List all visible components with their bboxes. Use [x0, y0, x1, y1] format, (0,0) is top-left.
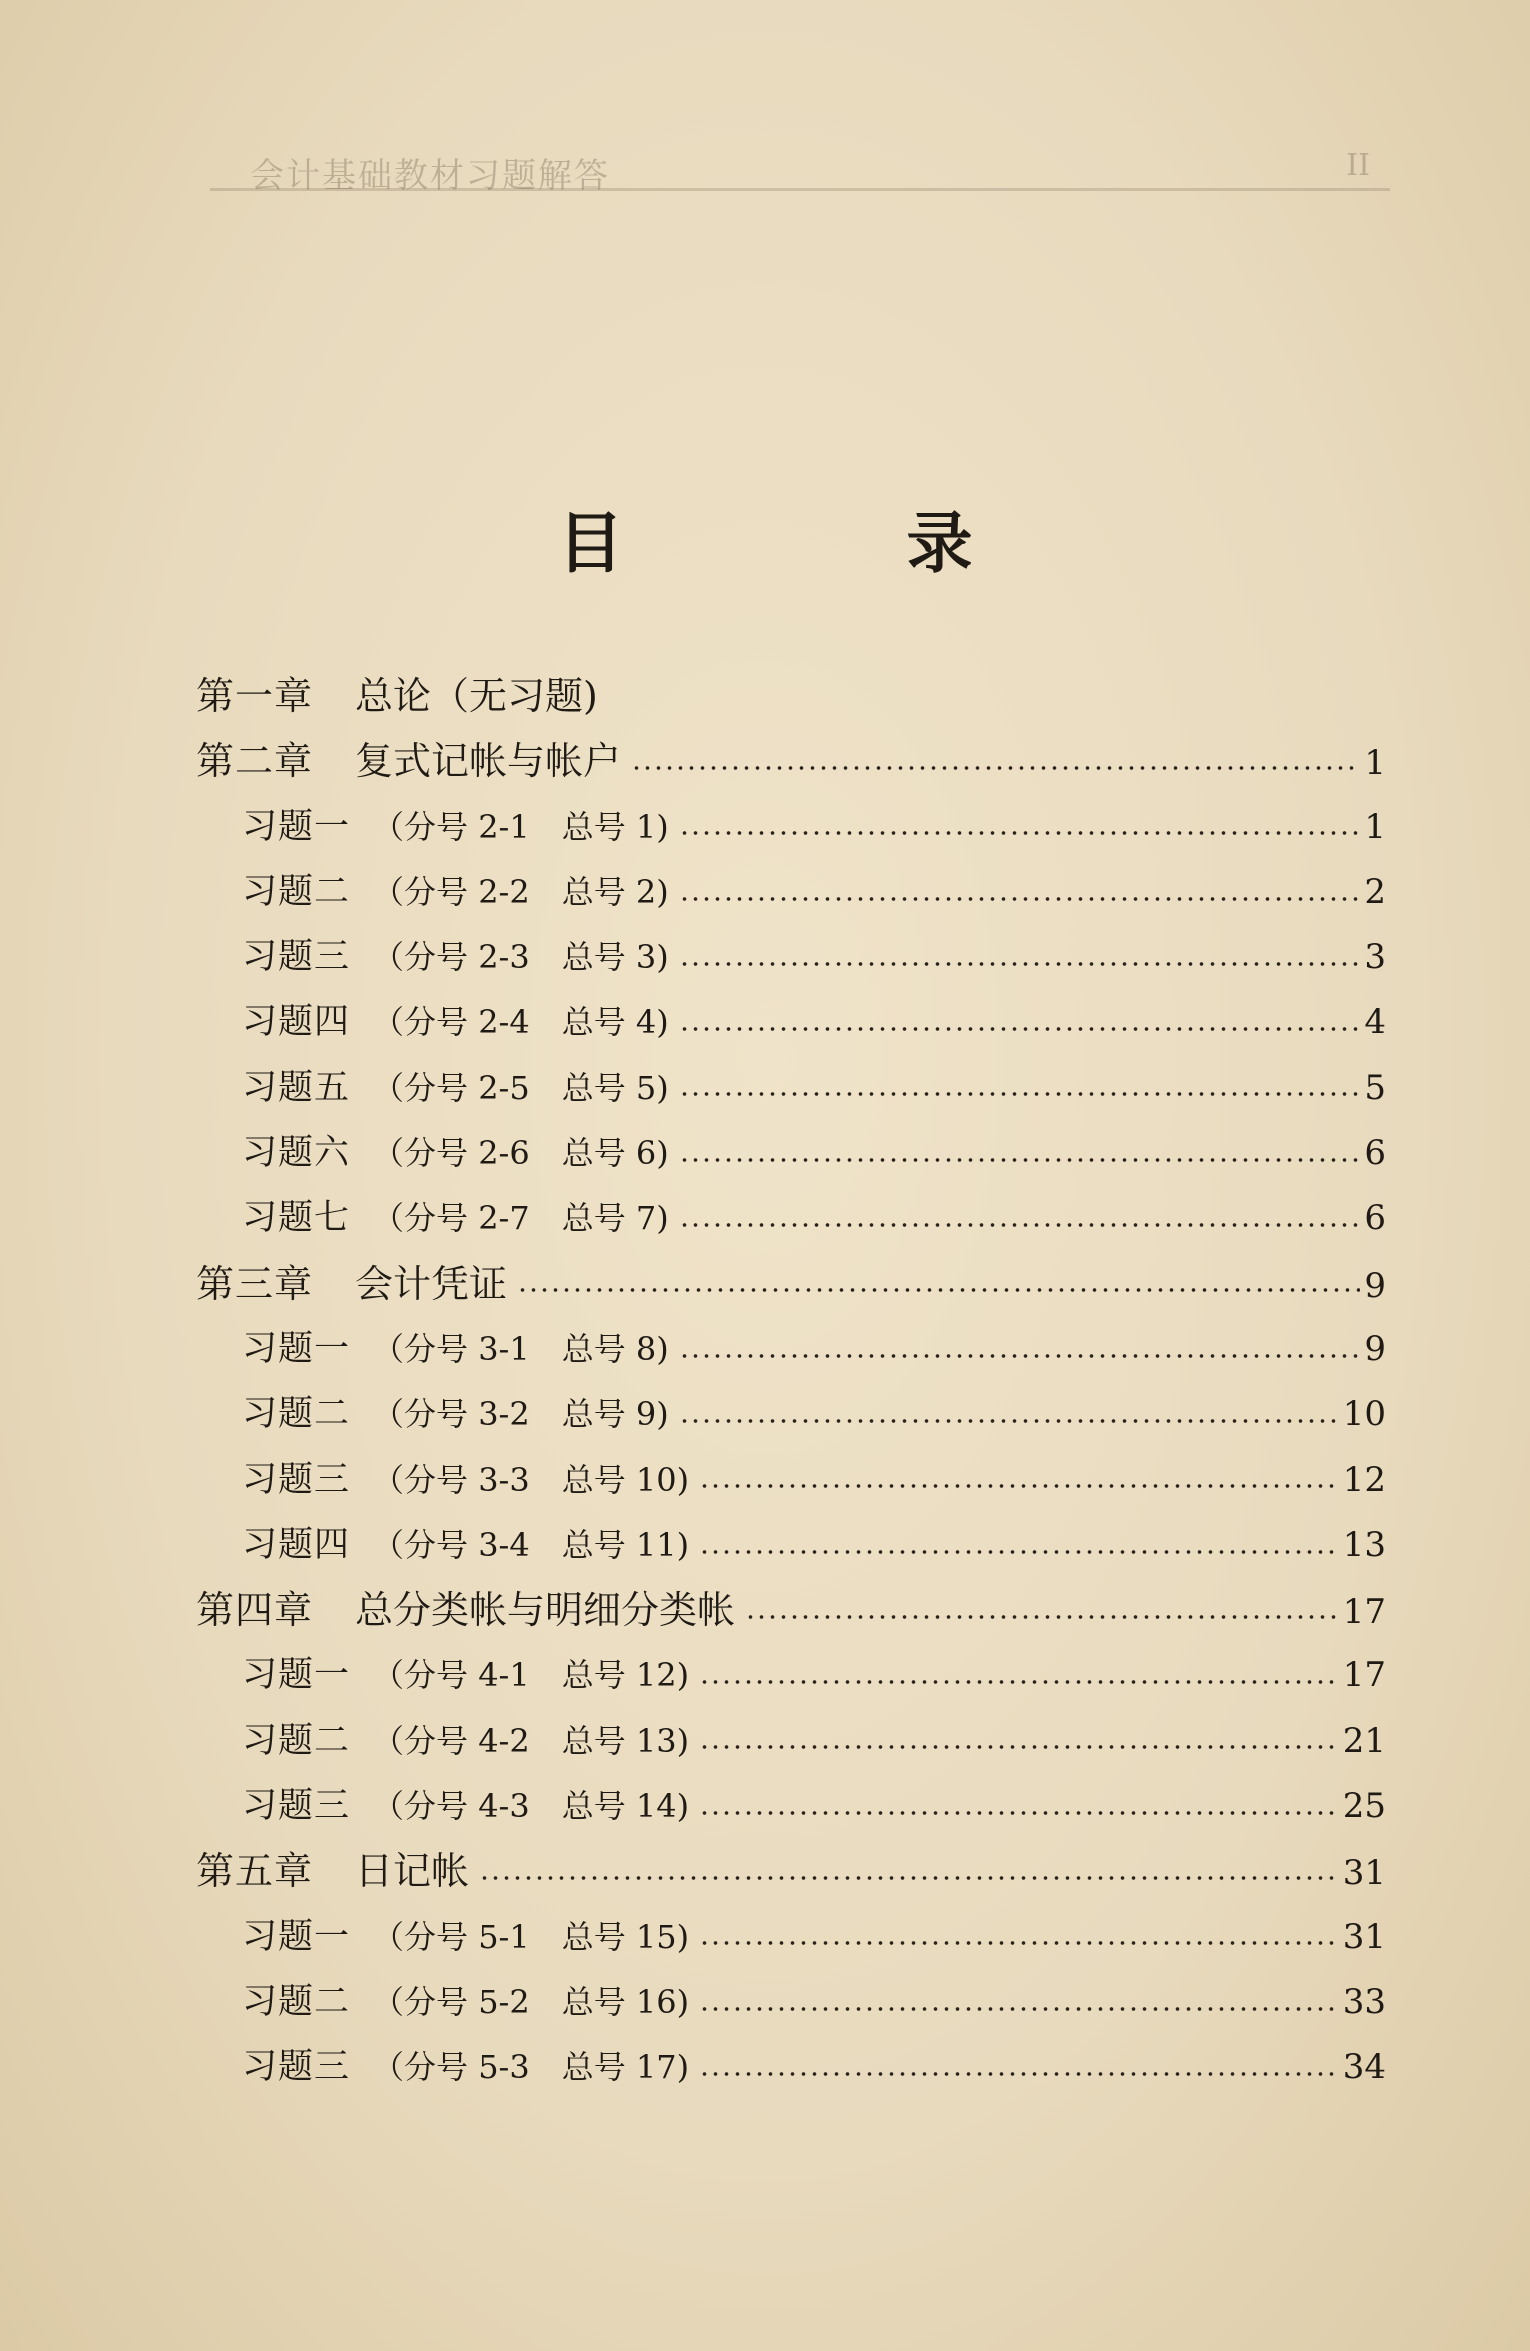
toc-exercise-row — [196, 2035, 1386, 2100]
dot-leader — [679, 1024, 1361, 1034]
exercise-label: 习题三 — [242, 1786, 351, 1827]
dot-leader — [699, 1938, 1339, 1948]
dot-leader — [517, 1285, 1360, 1295]
page-number: 2 — [1364, 871, 1386, 912]
chapter-title: 总分类帐与明细分类帐 — [355, 1588, 736, 1633]
header-page-number: II — [1346, 148, 1370, 183]
toc-exercise-row — [196, 1317, 1386, 1382]
exercise-number-note: （分号 4-3 总号 14) — [372, 1787, 690, 1826]
chapter-number: 第三章 — [196, 1261, 314, 1306]
page-number: 9 — [1364, 1328, 1386, 1369]
dot-leader — [679, 1351, 1361, 1361]
toc-exercise-row — [196, 1905, 1386, 1970]
exercise-label: 习题四 — [242, 1002, 351, 1043]
toc-chapter-row — [196, 729, 1386, 794]
exercise-label: 习题一 — [242, 1655, 351, 1696]
page-number: 1 — [1364, 743, 1386, 784]
toc-exercise-row — [196, 1121, 1386, 1186]
dot-leader — [699, 1808, 1339, 1818]
dot-leader — [699, 2004, 1339, 2014]
exercise-number-note: （分号 2-1 总号 1) — [372, 807, 669, 846]
page-number: 34 — [1342, 2047, 1386, 2088]
exercise-number-note: （分号 5-3 总号 17) — [372, 2048, 690, 2087]
exercise-number-note: （分号 2-3 总号 3) — [372, 938, 669, 977]
exercise-number-note: （分号 5-1 总号 15) — [372, 1917, 690, 1956]
dot-leader — [745, 1612, 1339, 1622]
exercise-number-note: （分号 3-2 总号 9) — [372, 1395, 669, 1434]
page-number: 1 — [1364, 806, 1386, 847]
dot-leader — [679, 828, 1361, 838]
page-number: 31 — [1342, 1853, 1386, 1894]
dot-leader — [699, 1677, 1339, 1687]
exercise-label: 习题三 — [242, 1459, 351, 1500]
exercise-label: 习题二 — [242, 1981, 351, 2022]
chapter-number: 第二章 — [196, 739, 314, 784]
toc-exercise-row — [196, 860, 1386, 925]
toc-exercise-row — [196, 1643, 1386, 1708]
exercise-number-note: （分号 3-3 总号 10) — [372, 1460, 690, 1499]
dot-leader — [699, 1481, 1339, 1491]
page-number: 25 — [1342, 1786, 1386, 1827]
exercise-number-note: （分号 2-2 总号 2) — [372, 872, 669, 911]
chapter-number: 第五章 — [196, 1849, 314, 1894]
running-title: 会计基础教材习题解答 — [250, 156, 610, 196]
page-number: 6 — [1364, 1133, 1386, 1174]
page-number: 33 — [1342, 1981, 1386, 2022]
dot-leader — [699, 2069, 1339, 2079]
exercise-label: 习题二 — [242, 1394, 351, 1435]
toc-exercise-row — [196, 1709, 1386, 1774]
chapter-title: 总论（无习题) — [355, 674, 598, 718]
exercise-label: 习题六 — [242, 1133, 351, 1174]
toc-chapter-row — [196, 1578, 1386, 1643]
toc-exercise-row — [196, 795, 1386, 860]
page-number: 17 — [1342, 1592, 1386, 1633]
page-number: 10 — [1342, 1394, 1386, 1435]
chapter-number: 第四章 — [196, 1588, 314, 1633]
page-number: 4 — [1364, 1002, 1386, 1043]
toc-exercise-row — [196, 1056, 1386, 1121]
exercise-label: 习题三 — [242, 2047, 351, 2088]
page-number: 17 — [1342, 1655, 1386, 1696]
dot-leader — [699, 1547, 1339, 1557]
exercise-label: 习题三 — [242, 937, 351, 978]
exercise-label: 习题七 — [242, 1198, 351, 1239]
page-number: 3 — [1364, 937, 1386, 978]
toc-exercise-row — [196, 1774, 1386, 1839]
bleed-through-header — [210, 148, 1390, 196]
exercise-number-note: （分号 4-1 总号 12) — [372, 1656, 690, 1695]
toc-exercise-row — [196, 1448, 1386, 1513]
exercise-number-note: （分号 5-2 总号 16) — [372, 1982, 690, 2021]
exercise-number-note: （分号 3-4 总号 11) — [372, 1525, 690, 1564]
exercise-number-note: （分号 2-4 总号 4) — [372, 1003, 669, 1042]
exercise-number-note: （分号 4-2 总号 13) — [372, 1721, 690, 1760]
page-number: 12 — [1342, 1459, 1386, 1500]
dot-leader — [679, 894, 1361, 904]
page-title: 目 录 — [557, 504, 1103, 582]
page-number: 9 — [1364, 1265, 1386, 1306]
table-of-contents — [196, 664, 1386, 2101]
toc-chapter-row — [196, 1839, 1386, 1904]
chapter-title: 日记帐 — [355, 1849, 470, 1894]
page-number: 31 — [1342, 1916, 1386, 1957]
exercise-label: 习题四 — [242, 1524, 351, 1565]
dot-leader — [479, 1873, 1339, 1883]
exercise-number-note: （分号 2-5 总号 5) — [372, 1068, 669, 1107]
exercise-label: 习题一 — [242, 806, 351, 847]
toc-exercise-row — [196, 1186, 1386, 1251]
dot-leader — [679, 959, 1361, 969]
chapter-title: 会计凭证 — [355, 1261, 508, 1306]
dot-leader — [699, 1742, 1339, 1752]
exercise-label: 习题一 — [242, 1328, 351, 1369]
exercise-label: 习题一 — [242, 1916, 351, 1957]
exercise-label: 习题二 — [242, 1720, 351, 1761]
dot-leader — [679, 1220, 1361, 1230]
page-number: 5 — [1364, 1067, 1386, 1108]
dot-leader — [679, 1089, 1361, 1099]
page-number: 21 — [1342, 1720, 1386, 1761]
exercise-number-note: （分号 2-7 总号 7) — [372, 1199, 669, 1238]
page-number: 6 — [1364, 1198, 1386, 1239]
toc-chapter-row — [196, 664, 1386, 729]
toc-exercise-row — [196, 1382, 1386, 1447]
toc-exercise-row — [196, 1970, 1386, 2035]
chapter-number: 第一章 — [196, 674, 314, 718]
page-number: 13 — [1342, 1524, 1386, 1565]
exercise-label: 习题二 — [242, 871, 351, 912]
dot-leader — [679, 1416, 1339, 1426]
toc-exercise-row — [196, 1513, 1386, 1578]
dot-leader — [679, 1155, 1361, 1165]
toc-chapter-row — [196, 1252, 1386, 1317]
dot-leader — [631, 763, 1360, 773]
exercise-number-note: （分号 2-6 总号 6) — [372, 1134, 669, 1173]
exercise-number-note: （分号 3-1 总号 8) — [372, 1329, 669, 1368]
toc-exercise-row — [196, 925, 1386, 990]
exercise-label: 习题五 — [242, 1067, 351, 1108]
chapter-title: 复式记帐与帐户 — [355, 739, 622, 784]
toc-exercise-row — [196, 990, 1386, 1055]
